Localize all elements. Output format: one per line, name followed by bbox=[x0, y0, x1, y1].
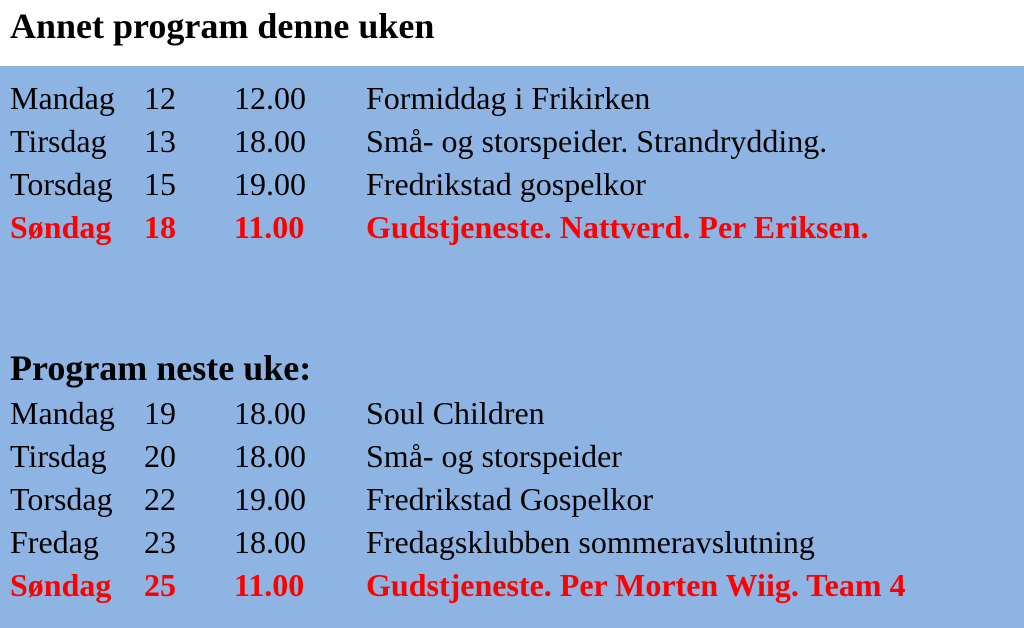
row-day: Mandag bbox=[10, 395, 115, 431]
row-date: 23 bbox=[144, 524, 176, 560]
schedule-panel bbox=[0, 66, 1024, 628]
row-time: 18.00 bbox=[234, 123, 306, 159]
row-event: Fredrikstad gospelkor bbox=[366, 166, 646, 202]
row-day: Torsdag bbox=[10, 166, 113, 202]
schedule-row bbox=[0, 76, 1024, 120]
row-date: 15 bbox=[144, 166, 176, 202]
row-event: Soul Children bbox=[366, 395, 545, 431]
schedule-row-highlighted bbox=[0, 563, 1024, 607]
row-date: 22 bbox=[144, 481, 176, 517]
row-event: Gudstjeneste. Per Morten Wiig. Team 4 bbox=[366, 567, 906, 603]
row-day: Søndag bbox=[10, 209, 112, 245]
schedule-row bbox=[0, 391, 1024, 435]
row-day: Torsdag bbox=[10, 481, 113, 517]
row-event: Gudstjeneste. Nattverd. Per Eriksen. bbox=[366, 209, 869, 245]
row-day: Tirsdag bbox=[10, 438, 107, 474]
page-title: Annet program denne uken bbox=[10, 6, 435, 46]
schedule-row bbox=[0, 520, 1024, 564]
row-event: Formiddag i Frikirken bbox=[366, 80, 651, 116]
row-date: 12 bbox=[144, 80, 176, 116]
row-date: 25 bbox=[144, 567, 176, 603]
row-day: Søndag bbox=[10, 567, 112, 603]
row-day: Tirsdag bbox=[10, 123, 107, 159]
row-event: Små- og storspeider bbox=[366, 438, 622, 474]
row-time: 19.00 bbox=[234, 481, 306, 517]
row-date: 18 bbox=[144, 209, 176, 245]
row-event: Fredagsklubben sommeravslutning bbox=[366, 524, 815, 560]
row-time: 11.00 bbox=[234, 209, 305, 245]
row-date: 13 bbox=[144, 123, 176, 159]
row-time: 18.00 bbox=[234, 395, 306, 431]
header bbox=[0, 0, 1024, 66]
section-title-next-week: Program neste uke: bbox=[10, 348, 312, 388]
schedule-row bbox=[0, 119, 1024, 163]
row-day: Mandag bbox=[10, 80, 115, 116]
row-time: 11.00 bbox=[234, 567, 305, 603]
row-time: 12.00 bbox=[234, 80, 306, 116]
schedule-row bbox=[0, 434, 1024, 478]
row-time: 19.00 bbox=[234, 166, 306, 202]
row-time: 18.00 bbox=[234, 438, 306, 474]
row-event: Fredrikstad Gospelkor bbox=[366, 481, 654, 517]
row-date: 20 bbox=[144, 438, 176, 474]
row-time: 18.00 bbox=[234, 524, 306, 560]
row-day: Fredag bbox=[10, 524, 99, 560]
row-date: 19 bbox=[144, 395, 176, 431]
row-event: Små- og storspeider. Strandrydding. bbox=[366, 123, 828, 159]
schedule-row bbox=[0, 162, 1024, 206]
schedule-row-highlighted bbox=[0, 205, 1024, 249]
schedule-row bbox=[0, 477, 1024, 521]
